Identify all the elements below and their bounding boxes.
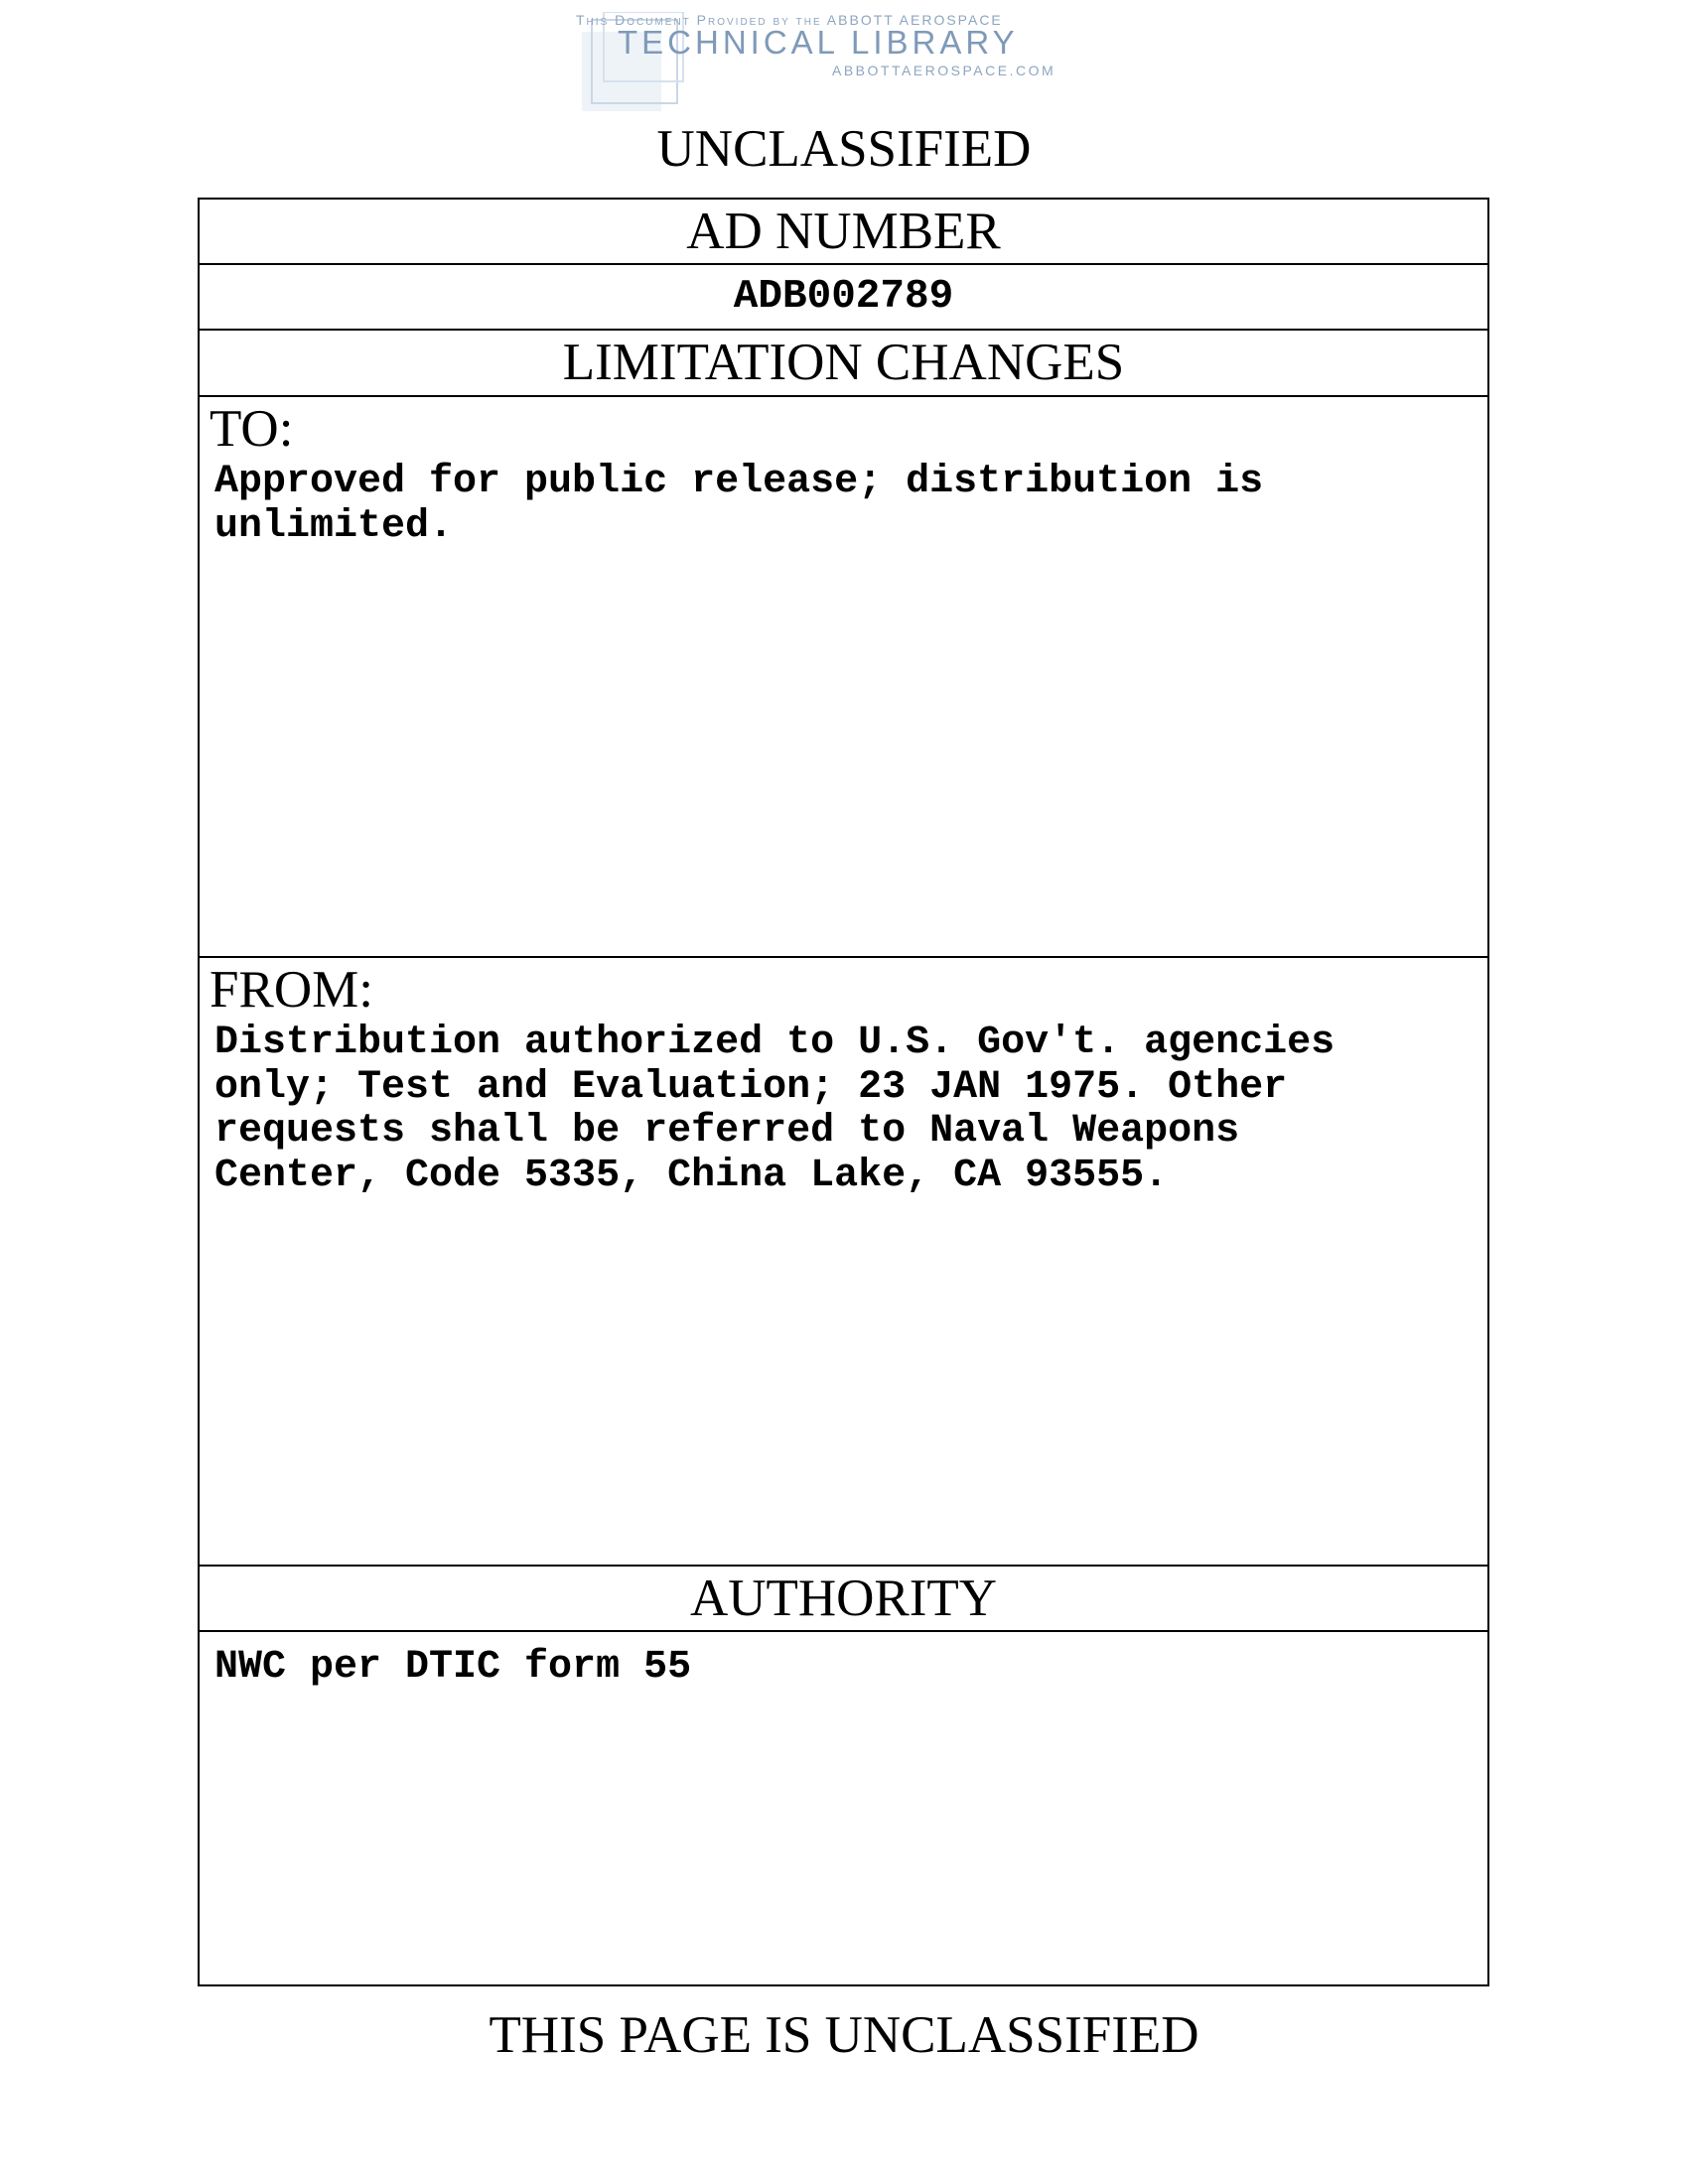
from-text: Distribution authorized to U.S. Gov't. agencies only; Test and Evaluation; 23 JAN 1975. Other requests shall be referred to Naval Weapons Center, Code 5335, China Lake, CA 93555. [214,1021,1336,1198]
limitation-form [198,198,1489,1986]
watermark-line-2: TECHNICAL LIBRARY [618,24,1019,61]
from-label: FROM: [210,961,373,1019]
watermark-line-3: ABBOTTAEROSPACE.COM [832,63,1056,78]
watermark-line-1: This Document Provided by the ABBOTT AEROSPACE [576,12,1003,28]
to-section [200,397,1487,958]
authority-heading: AUTHORITY [200,1567,1487,1632]
technical-library-watermark [556,6,1112,115]
to-text: Approved for public release; distribution is unlimited. [214,460,1264,549]
authority-section [200,1632,1487,1984]
classification-footer: THIS PAGE IS UNCLASSIFIED [489,2006,1199,2064]
ad-number-value: ADB002789 [200,265,1487,331]
classification-header: UNCLASSIFIED [656,120,1032,178]
to-label: TO: [210,400,294,458]
limitation-changes-heading: LIMITATION CHANGES [200,331,1487,397]
from-section [200,958,1487,1567]
ad-number-heading: AD NUMBER [200,200,1487,265]
authority-text: NWC per DTIC form 55 [214,1645,692,1690]
